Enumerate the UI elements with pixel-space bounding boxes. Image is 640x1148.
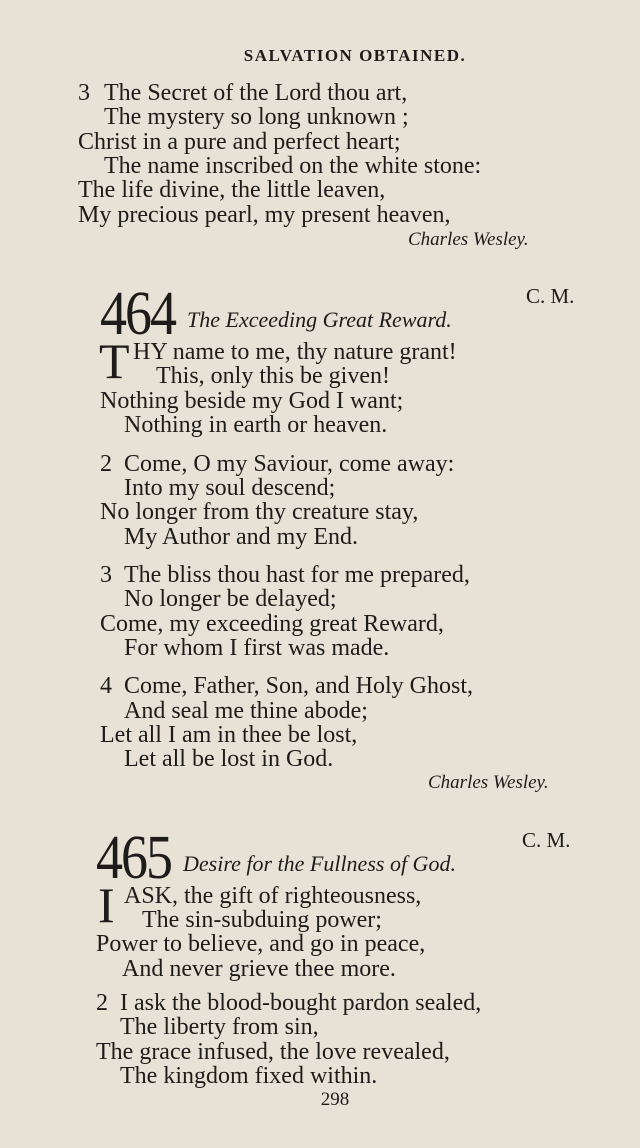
verse-line: The mystery so long unknown ; <box>104 104 409 130</box>
verse-line: This, only this be given! <box>156 363 390 389</box>
verse-line: My precious pearl, my present heaven, <box>78 202 451 228</box>
verse-line: The Secret of the Lord thou art, <box>104 80 408 106</box>
hymn-meter: C. M. <box>526 284 575 308</box>
verse-line: The grace infused, the love revealed, <box>96 1039 450 1065</box>
verse-line: Into my soul descend; <box>124 475 336 501</box>
author-attribution: Charles Wesley. <box>428 772 549 793</box>
verse-number: 3 <box>78 80 90 106</box>
verse-line: Come, O my Saviour, come away: <box>124 451 455 477</box>
running-head: SALVATION OBTAINED. <box>243 46 467 65</box>
verse-line: No longer from thy creature stay, <box>100 499 419 525</box>
hymn-title: The Exceeding Great Reward. <box>187 307 452 332</box>
verse-line: The kingdom fixed within. <box>120 1063 378 1089</box>
verse-line: Let all I am in thee be lost, <box>100 722 358 748</box>
verse-line: No longer be delayed; <box>124 586 337 612</box>
verse-line: Come, Father, Son, and Holy Ghost, <box>124 673 474 699</box>
verse-line: The life divine, the little leaven, <box>78 177 386 203</box>
verse-number: 2 <box>100 451 112 477</box>
verse-line: My Author and my End. <box>124 524 358 550</box>
verse-line: I ask the blood-bought pardon sealed, <box>120 990 482 1016</box>
verse-line: For whom I first was made. <box>124 635 390 661</box>
drop-cap: T <box>99 333 130 389</box>
hymn-title: Desire for the Fullness of God. <box>183 851 456 876</box>
drop-cap: I <box>98 877 115 933</box>
author-attribution: Charles Wesley. <box>408 229 529 250</box>
verse-number: 4 <box>100 673 112 699</box>
verse-line: The liberty from sin, <box>120 1014 319 1040</box>
hymn-meter: C. M. <box>522 828 571 852</box>
verse-number: 3 <box>100 562 112 588</box>
verse-line: Let all be lost in God. <box>124 746 334 772</box>
verse-number: 2 <box>96 990 108 1016</box>
verse-line: Christ in a pure and perfect heart; <box>78 129 401 155</box>
verse-line: Come, my exceeding great Reward, <box>100 611 444 637</box>
verse-line: And seal me thine abode; <box>124 698 368 724</box>
verse-line: Nothing beside my God I want; <box>100 388 404 414</box>
hymn-number: 465 <box>96 822 171 892</box>
page-number: 298 <box>320 1089 350 1110</box>
verse-line: The bliss thou hast for me prepared, <box>124 562 470 588</box>
verse-line: Power to believe, and go in peace, <box>96 931 426 957</box>
verse-line: HY name to me, thy nature grant! <box>133 339 457 365</box>
verse-line: ASK, the gift of righteousness, <box>124 883 422 909</box>
hymn-number: 464 <box>100 278 175 348</box>
verse-line: And never grieve thee more. <box>122 956 396 982</box>
verse-line: The name inscribed on the white stone: <box>104 153 482 179</box>
verse-line: The sin-subduing power; <box>142 907 382 933</box>
verse-line: Nothing in earth or heaven. <box>124 412 388 438</box>
